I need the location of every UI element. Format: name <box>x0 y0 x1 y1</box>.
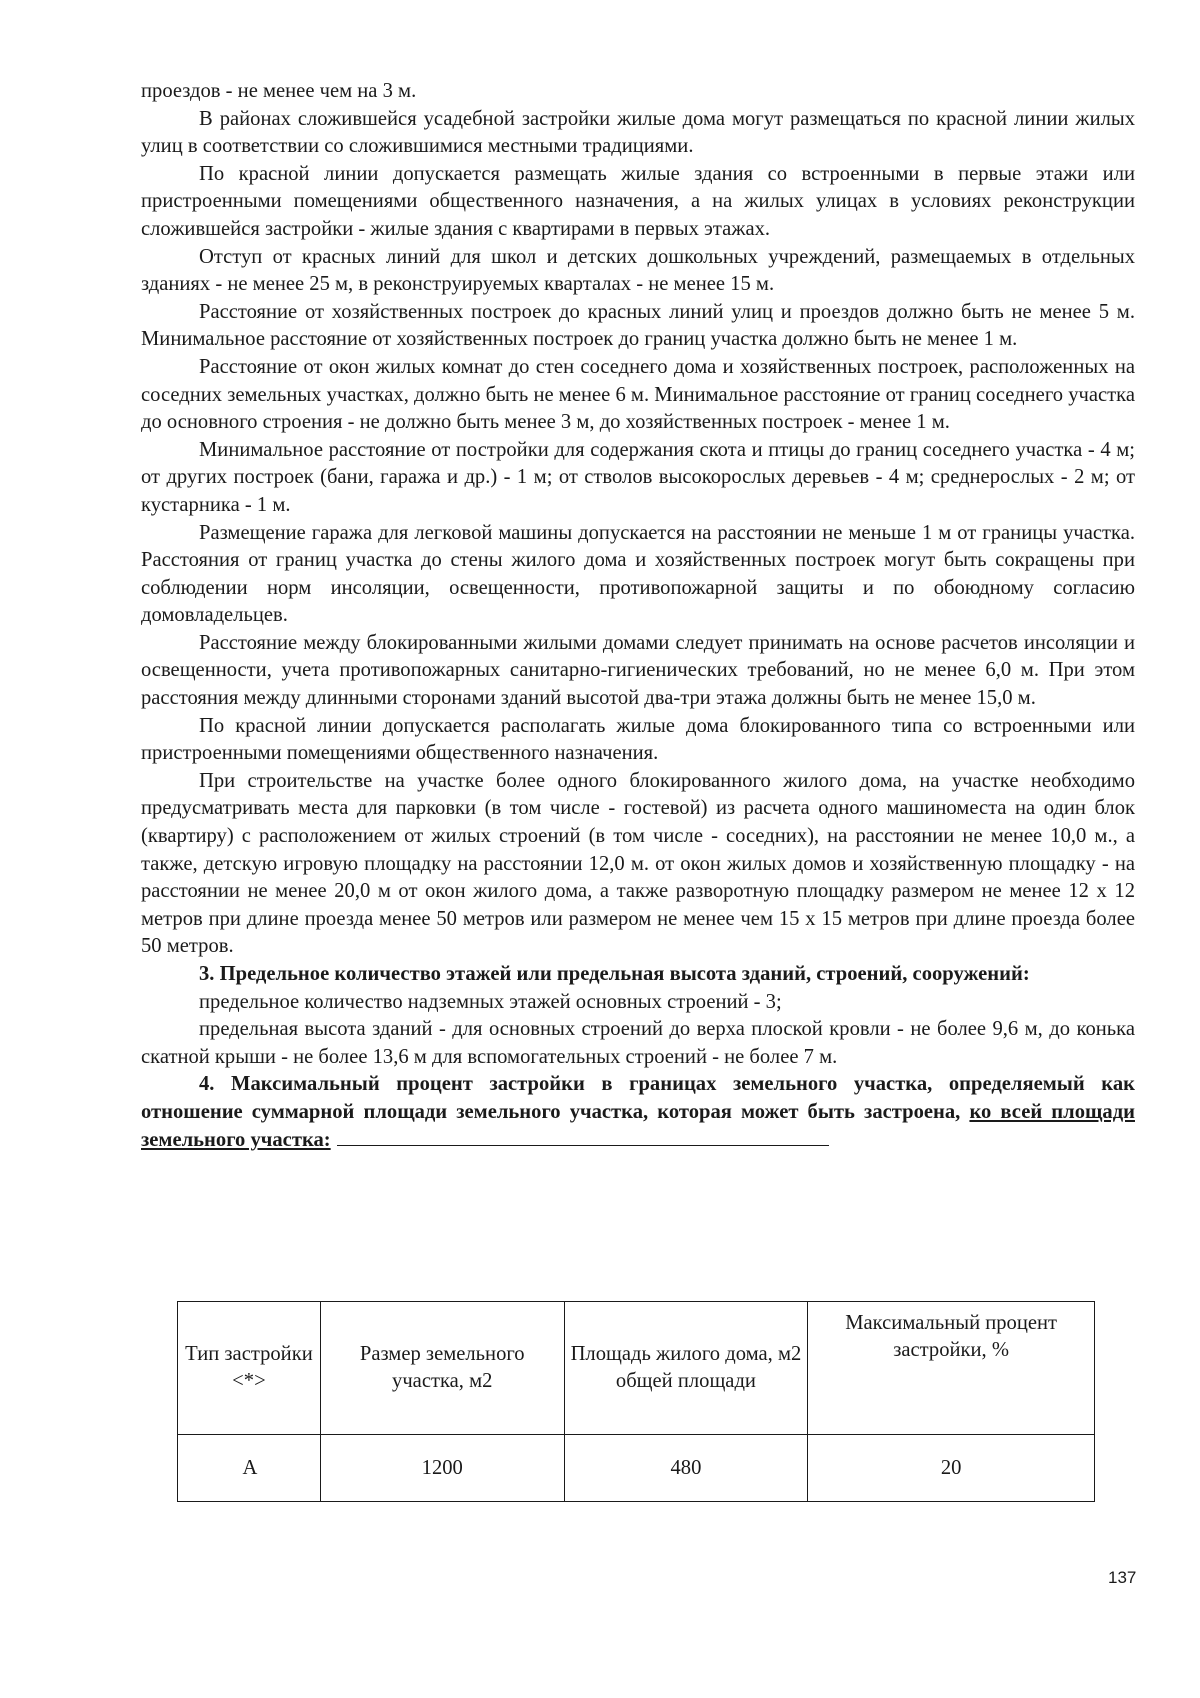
paragraph: Расстояние от окон жилых комнат до стен соседнего дома и хозяйственных построек, расположенных на соседних земельных участках, должно быть не менее 6 м. Минимальное расстояние от границ соседнего участка до основного строения - не должно быть менее 3 м, до хозяйственных построек - менее 1 м. <box>141 355 1135 434</box>
cell-house-area: 480 <box>564 1435 808 1502</box>
section-3-item: предельная высота зданий - для основных строений до верха плоской кровли - не более 9,6 м, до конька скатной крыши - не более 13,6 м для вспомогательных строений - не более 7 м. <box>141 1018 1135 1068</box>
section-3-item: предельное количество надземных этажей основных строений - 3; <box>199 990 782 1013</box>
section-3-heading: 3. Предельное количество этажей или предельная высота зданий, строений, сооружений: <box>199 963 1030 985</box>
document-body <box>141 78 1135 1154</box>
header-cell-max-percent: Максимальный процент застройки, % <box>808 1302 1095 1435</box>
paragraph: Размещение гаража для легковой машины допускается на расстоянии не меньше 1 м от границы участка. Расстояния от границ участка до стены жилого дома и хозяйственных построек могут быть сокращены при соблюдении норм инсоляции, освещенности, противопожарной защиты и по обоюдному согласию домовладельцев. <box>141 521 1135 627</box>
paragraph-continuation: проездов - не менее чем на 3 м. <box>141 80 417 102</box>
header-cell-plot-size: Размер земельного участка, м2 <box>320 1302 564 1435</box>
table-header-row <box>178 1302 1095 1435</box>
cell-building-type: А <box>178 1435 321 1502</box>
section-4-heading-underlined: ко всей площади земельного участка: <box>141 1100 1135 1151</box>
header-cell-house-area: Площадь жилого дома, м2 общей площади <box>564 1302 808 1435</box>
paragraph: Минимальное расстояние от постройки для содержания скота и птицы до границ соседнего участка - 4 м; от других построек (бани, гаража и др.) - 1 м; от стволов высокорослых деревьев - 4 м; среднерослых - 2 м; от кустарника - 1 м. <box>141 438 1135 516</box>
paragraph: Расстояние между блокированными жилыми домами следует принимать на основе расчетов инсоляции и освещенности, учета противопожарных санитарно-гигиенических требований, но не менее 6,0 м. При этом расстояния между длинными сторонами зданий высотой два-три этажа должны быть не менее 15,0 м. <box>141 631 1135 710</box>
paragraph: По красной линии допускается располагать жилые дома блокированного типа со встроенными или пристроенными помещениями общественного назначения. <box>141 714 1135 765</box>
paragraph: Отступ от красных линий для школ и детских дошкольных учреждений, размещаемых в отдельных зданиях - не менее 25 м, в реконструируемых кварталах - не менее 15 м. <box>141 245 1135 296</box>
cell-plot-size: 1200 <box>320 1435 564 1502</box>
paragraph: По красной линии допускается размещать жилые здания со встроенными в первые этажи или пристроенными помещениями общественного назначения, а на жилых улицах в условиях реконструкции сложившейся застройки - жилые здания с квартирами в первых этажах. <box>141 162 1135 240</box>
section-4-heading-text: 4. Максимальный процент застройки в границах земельного участка, определяемый как отношение суммарной площади земельного участка, которая может быть застроена, <box>141 1073 1135 1123</box>
building-percentage-table <box>177 1301 1095 1502</box>
section-4-heading <box>141 1071 1135 1154</box>
paragraph: В районах сложившейся усадебной застройки жилые дома могут размещаться по красной линии жилых улиц в соответствии со сложившимися местными традициями. <box>141 107 1135 158</box>
paragraph: При строительстве на участке более одного блокированного жилого дома, на участке необходимо предусматривать места для парковки (в том числе - гостевой) из расчета одного машиноместа на один блок (квартиру) с расположением от жилых строений (в том числе - соседних), на расстоянии не менее 10,0 м., а также, детскую игровую площадку на расстоянии 12,0 м. от окон жилых домов и хозяйственную площадку - на расстоянии не менее 20,0 м от окон жилого дома, а также разворотную площадку размером не менее 12 х 12 метров при длине проезда менее 50 метров или размером не менее чем 15 х 15 метров при длине проезда более 50 метров. <box>141 769 1135 958</box>
paragraph: Расстояние от хозяйственных построек до красных линий улиц и проездов должно быть не менее 5 м. Минимальное расстояние от хозяйственных построек до границ участка должно быть не менее 1 м. <box>141 300 1135 351</box>
header-cell-building-type: Тип застройки <*> <box>178 1302 321 1435</box>
page-number: 137 <box>1108 1568 1137 1587</box>
underline-rule <box>337 1144 829 1146</box>
table-row <box>178 1435 1095 1502</box>
cell-max-percent: 20 <box>808 1435 1095 1502</box>
